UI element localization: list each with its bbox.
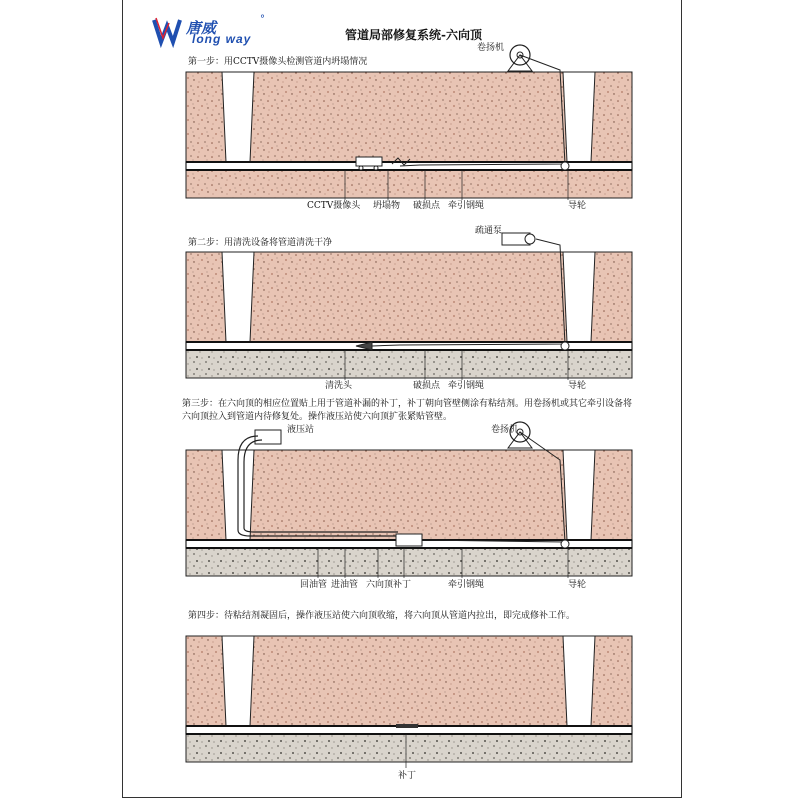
label-pump: 疏通泵	[475, 226, 503, 236]
guide-pulley	[561, 342, 569, 350]
label-patch: 补丁	[398, 771, 417, 781]
patch-icon	[396, 724, 418, 728]
step-2-caption: 第二步：用清洗设备将管道清洗干净	[188, 238, 333, 248]
label-winch: 卷扬机	[477, 43, 505, 53]
label-six-way-jack: 六向顶	[366, 580, 394, 590]
base-layer	[186, 170, 632, 198]
label-guide-pulley: 导轮	[568, 381, 587, 391]
company-logo	[152, 14, 272, 48]
left-manhole	[222, 252, 254, 342]
right-manhole	[563, 72, 595, 162]
label-collapse: 坍塌物	[373, 201, 401, 211]
logo-mark: °	[260, 14, 265, 25]
right-manhole	[563, 636, 595, 726]
label-break-point: 破损点	[413, 201, 441, 211]
label-guide-pulley: 导轮	[568, 201, 587, 211]
logo-w-icon	[152, 14, 188, 48]
step-4-caption: 第四步：待粘结剂凝固后，操作液压站使六向顶收缩，将六向顶从管道内拉出，即完成修补工作。	[188, 611, 576, 621]
six-way-jack-icon	[396, 534, 422, 546]
label-hydraulic-station: 液压站	[287, 425, 315, 435]
label-traction-rope: 牵引钢绳	[448, 201, 485, 211]
label-cctv-camera: CCTV摄像头	[307, 201, 361, 211]
step-3-caption-line2: 六向顶拉入到管道内待修复处。操作液压站使六向顶扩张紧贴管壁。	[182, 412, 453, 422]
label-winch: 卷扬机	[491, 425, 519, 435]
camera-wheel	[359, 166, 363, 170]
label-patch: 补丁	[393, 580, 412, 590]
pump-motor-icon	[525, 234, 535, 244]
base-layer	[186, 734, 632, 762]
label-break-point: 破损点	[413, 381, 441, 391]
logo-text-en: long way	[192, 32, 252, 46]
left-manhole	[222, 72, 254, 162]
guide-pulley	[561, 162, 569, 170]
label-inlet-pipe: 进油管	[331, 580, 359, 590]
label-traction-rope: 牵引钢绳	[448, 580, 485, 590]
label-cleaning-head: 清洗头	[325, 381, 353, 391]
cctv-camera-icon	[356, 157, 382, 166]
right-manhole	[563, 450, 595, 540]
step-3-caption-line1: 第三步：在六向顶的相应位置贴上用于管道补漏的补丁，补丁朝向管壁侧涂有粘结剂。用卷扬机或其它牵引设备将	[182, 399, 633, 409]
base-layer	[186, 548, 632, 576]
camera-wheel	[374, 166, 378, 170]
logo-text-cn: 唐威	[186, 20, 217, 37]
right-manhole	[563, 252, 595, 342]
step-1-caption: 第一步：用CCTV摄像头检测管道内坍塌情况	[188, 57, 368, 67]
page-title: 管道局部修复系统-六向顶	[345, 28, 482, 42]
hydraulic-station-icon	[255, 430, 281, 444]
label-guide-pulley: 导轮	[568, 580, 587, 590]
label-return-pipe: 回油管	[300, 580, 328, 590]
left-manhole	[222, 636, 254, 726]
guide-pulley	[561, 540, 569, 548]
base-layer	[186, 350, 632, 378]
label-traction-rope: 牵引钢绳	[448, 381, 485, 391]
